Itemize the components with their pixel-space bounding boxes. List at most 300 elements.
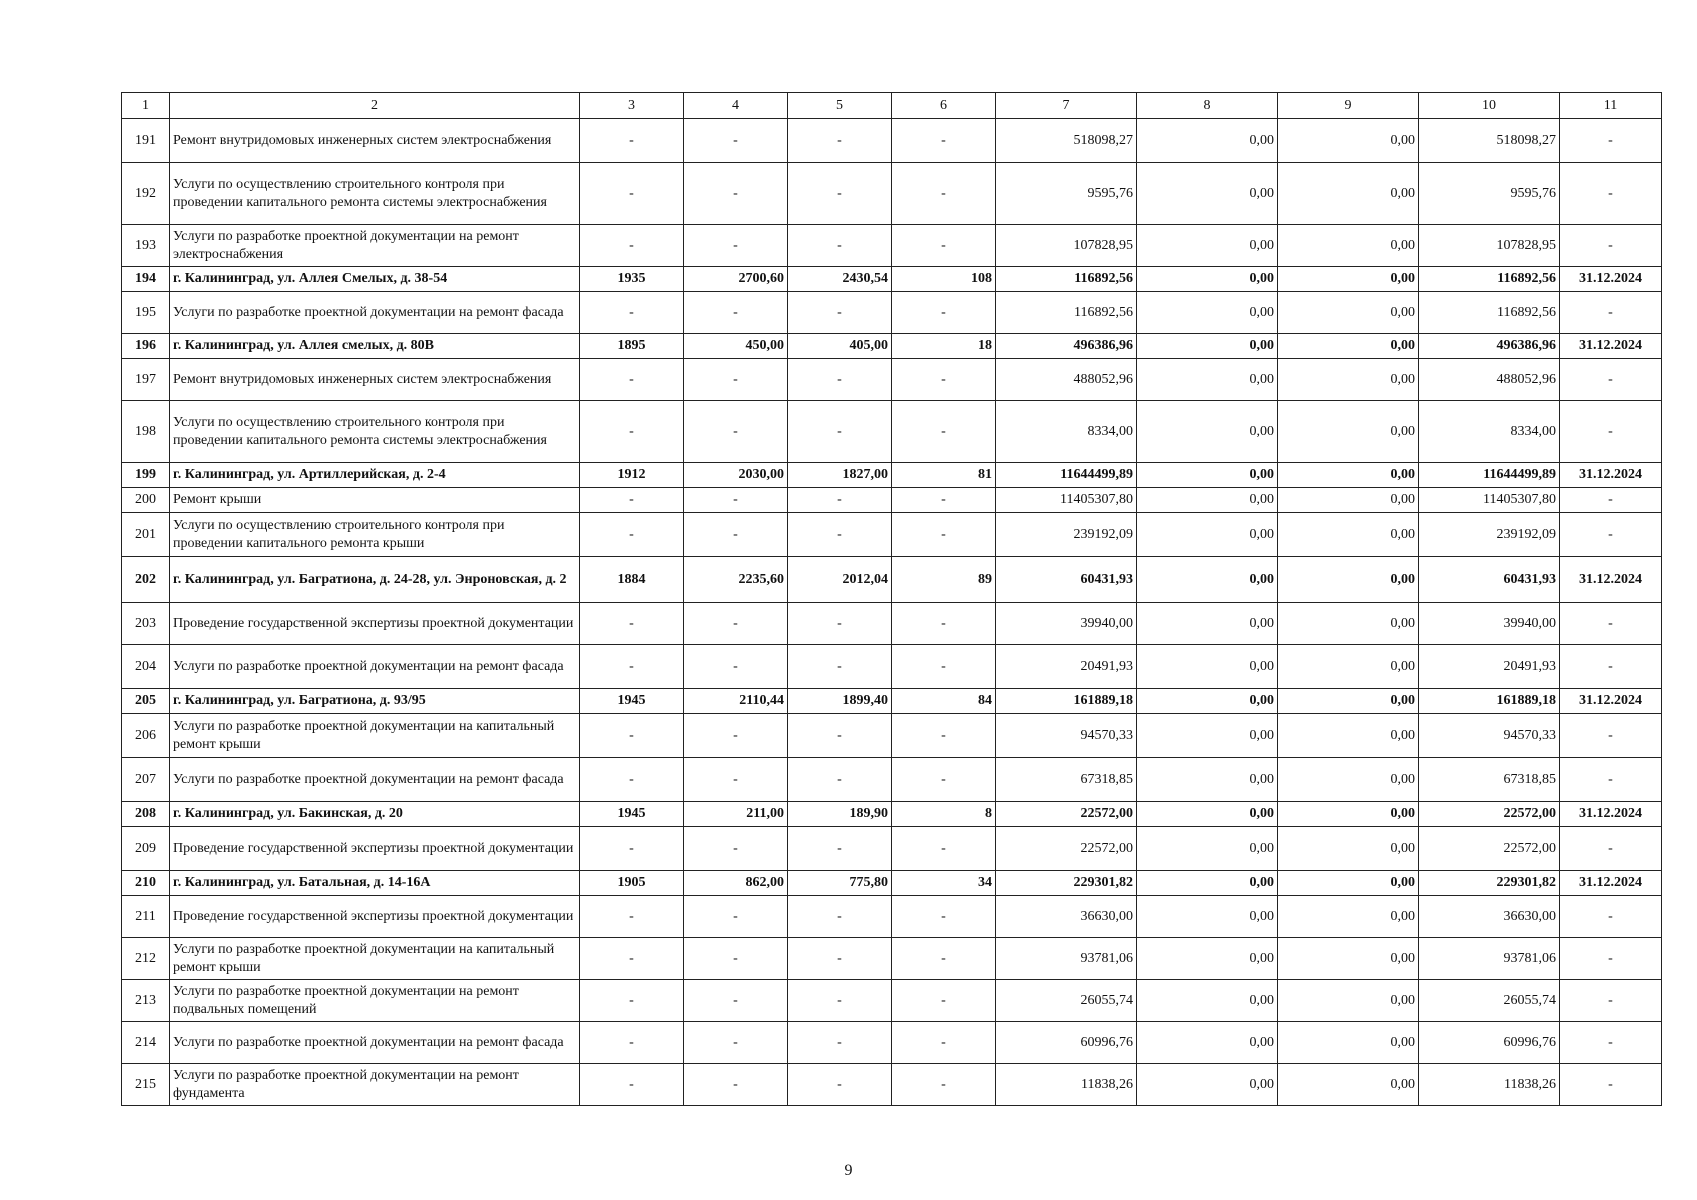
column-header: 4 [684,93,788,119]
col-11-cell: 31.12.2024 [1560,802,1662,827]
col-10-cell: 116892,56 [1419,267,1560,292]
address-row [122,463,1662,488]
row-number-cell: 194 [122,267,170,292]
col-7-cell: 107828,95 [996,225,1137,267]
col-4-cell: - [684,292,788,334]
row-number-cell: 202 [122,557,170,603]
col-6-cell: - [892,513,996,557]
col-10-cell: 116892,56 [1419,292,1560,334]
work-description-cell: Услуги по осуществлению строительного контроля при проведении капитального ремонта системы электроснабжения [170,163,580,225]
col-4-cell: - [684,359,788,401]
col-7-cell: 67318,85 [996,758,1137,802]
row-number-cell: 205 [122,689,170,714]
col-9-cell: 0,00 [1278,802,1419,827]
work-item-row [122,980,1662,1022]
row-number-cell: 209 [122,827,170,871]
col-10-cell: 39940,00 [1419,603,1560,645]
col-10-cell: 94570,33 [1419,714,1560,758]
col-8-cell: 0,00 [1137,827,1278,871]
col-7-cell: 22572,00 [996,802,1137,827]
row-number-cell: 191 [122,119,170,163]
col-4-cell: 2030,00 [684,463,788,488]
col-11-cell: - [1560,292,1662,334]
col-3-cell: - [580,513,684,557]
row-number-cell: 212 [122,938,170,980]
page-number: 9 [844,1162,853,1179]
address-row [122,557,1662,603]
col-7-cell: 60431,93 [996,557,1137,603]
col-8-cell: 0,00 [1137,334,1278,359]
col-9-cell: 0,00 [1278,225,1419,267]
col-11-cell: 31.12.2024 [1560,871,1662,896]
col-3-cell: - [580,896,684,938]
col-3-cell: - [580,359,684,401]
column-header: 8 [1137,93,1278,119]
col-10-cell: 22572,00 [1419,802,1560,827]
col-3-cell: - [580,603,684,645]
col-5-cell: - [788,225,892,267]
col-9-cell: 0,00 [1278,163,1419,225]
col-3-cell: - [580,225,684,267]
row-number-cell: 210 [122,871,170,896]
row-number-cell: 208 [122,802,170,827]
col-8-cell: 0,00 [1137,463,1278,488]
col-8-cell: 0,00 [1137,557,1278,603]
col-4-cell: - [684,714,788,758]
work-description-cell: г. Калининград, ул. Батальная, д. 14-16А [170,871,580,896]
col-5-cell: - [788,645,892,689]
column-number-row [122,93,1662,119]
table-body [122,93,1662,1106]
col-5-cell: - [788,1022,892,1064]
col-11-cell: - [1560,827,1662,871]
col-11-cell: - [1560,359,1662,401]
col-5-cell: - [788,827,892,871]
work-description-cell: Услуги по разработке проектной документации на капитальный ремонт крыши [170,938,580,980]
col-5-cell: - [788,359,892,401]
work-item-row [122,513,1662,557]
row-number-cell: 213 [122,980,170,1022]
row-number-cell: 196 [122,334,170,359]
col-4-cell: - [684,980,788,1022]
work-description-cell: Ремонт крыши [170,488,580,513]
col-3-cell: - [580,827,684,871]
col-5-cell: - [788,488,892,513]
work-description-cell: Услуги по разработке проектной документации на ремонт электроснабжения [170,225,580,267]
column-header: 7 [996,93,1137,119]
col-7-cell: 22572,00 [996,827,1137,871]
col-6-cell: 108 [892,267,996,292]
col-11-cell: - [1560,401,1662,463]
col-7-cell: 26055,74 [996,980,1137,1022]
col-3-cell: 1895 [580,334,684,359]
col-9-cell: 0,00 [1278,1022,1419,1064]
col-4-cell: - [684,827,788,871]
col-7-cell: 496386,96 [996,334,1137,359]
work-description-cell: Услуги по разработке проектной документации на ремонт фасада [170,758,580,802]
col-5-cell: 405,00 [788,334,892,359]
col-6-cell: - [892,163,996,225]
col-11-cell: 31.12.2024 [1560,557,1662,603]
col-9-cell: 0,00 [1278,603,1419,645]
work-description-cell: Проведение государственной экспертизы проектной документации [170,827,580,871]
col-5-cell: - [788,119,892,163]
col-10-cell: 36630,00 [1419,896,1560,938]
col-5-cell: 189,90 [788,802,892,827]
col-5-cell: 2012,04 [788,557,892,603]
repair-program-table [121,92,1662,1106]
work-item-row [122,758,1662,802]
col-6-cell: - [892,401,996,463]
col-10-cell: 11405307,80 [1419,488,1560,513]
col-9-cell: 0,00 [1278,463,1419,488]
col-3-cell: - [580,980,684,1022]
col-6-cell: - [892,896,996,938]
row-number-cell: 199 [122,463,170,488]
col-11-cell: - [1560,1064,1662,1106]
col-3-cell: 1912 [580,463,684,488]
work-description-cell: Проведение государственной экспертизы проектной документации [170,603,580,645]
address-row [122,334,1662,359]
col-7-cell: 116892,56 [996,267,1137,292]
col-5-cell: - [788,714,892,758]
work-item-row [122,1022,1662,1064]
work-description-cell: Услуги по осуществлению строительного контроля при проведении капитального ремонта системы электроснабжения [170,401,580,463]
row-number-cell: 197 [122,359,170,401]
row-number-cell: 203 [122,603,170,645]
col-9-cell: 0,00 [1278,359,1419,401]
col-7-cell: 239192,09 [996,513,1137,557]
column-header: 6 [892,93,996,119]
col-5-cell: 775,80 [788,871,892,896]
col-9-cell: 0,00 [1278,938,1419,980]
col-9-cell: 0,00 [1278,714,1419,758]
col-9-cell: 0,00 [1278,488,1419,513]
work-description-cell: Проведение государственной экспертизы проектной документации [170,896,580,938]
column-header: 1 [122,93,170,119]
column-header: 10 [1419,93,1560,119]
col-11-cell: - [1560,896,1662,938]
col-3-cell: 1945 [580,802,684,827]
col-10-cell: 8334,00 [1419,401,1560,463]
col-4-cell: 211,00 [684,802,788,827]
col-11-cell: - [1560,758,1662,802]
col-8-cell: 0,00 [1137,871,1278,896]
col-5-cell: - [788,1064,892,1106]
col-11-cell: - [1560,938,1662,980]
col-9-cell: 0,00 [1278,513,1419,557]
col-8-cell: 0,00 [1137,401,1278,463]
row-number-cell: 193 [122,225,170,267]
col-8-cell: 0,00 [1137,802,1278,827]
col-5-cell: - [788,513,892,557]
col-4-cell: 2235,60 [684,557,788,603]
col-4-cell: - [684,401,788,463]
col-5-cell: - [788,758,892,802]
col-11-cell: 31.12.2024 [1560,463,1662,488]
col-3-cell: - [580,758,684,802]
col-6-cell: 84 [892,689,996,714]
col-7-cell: 11405307,80 [996,488,1137,513]
work-description-cell: Ремонт внутридомовых инженерных систем электроснабжения [170,359,580,401]
work-item-row [122,827,1662,871]
col-5-cell: 1899,40 [788,689,892,714]
col-7-cell: 11838,26 [996,1064,1137,1106]
col-3-cell: 1884 [580,557,684,603]
row-number-cell: 201 [122,513,170,557]
work-description-cell: Услуги по разработке проектной документации на ремонт подвальных помещений [170,980,580,1022]
col-6-cell: - [892,488,996,513]
col-5-cell: - [788,401,892,463]
col-9-cell: 0,00 [1278,689,1419,714]
work-description-cell: Услуги по разработке проектной документации на капитальный ремонт крыши [170,714,580,758]
col-10-cell: 20491,93 [1419,645,1560,689]
col-10-cell: 60431,93 [1419,557,1560,603]
col-11-cell: - [1560,163,1662,225]
col-6-cell: - [892,119,996,163]
work-description-cell: Услуги по разработке проектной документации на ремонт фундамента [170,1064,580,1106]
col-4-cell: - [684,758,788,802]
col-8-cell: 0,00 [1137,1022,1278,1064]
col-8-cell: 0,00 [1137,603,1278,645]
col-3-cell: - [580,119,684,163]
column-header: 11 [1560,93,1662,119]
address-row [122,689,1662,714]
col-5-cell: 1827,00 [788,463,892,488]
col-5-cell: - [788,938,892,980]
col-7-cell: 20491,93 [996,645,1137,689]
col-8-cell: 0,00 [1137,513,1278,557]
col-9-cell: 0,00 [1278,119,1419,163]
col-9-cell: 0,00 [1278,980,1419,1022]
document-sheet [121,92,1662,1106]
col-6-cell: 34 [892,871,996,896]
col-6-cell: 8 [892,802,996,827]
col-9-cell: 0,00 [1278,267,1419,292]
col-7-cell: 60996,76 [996,1022,1137,1064]
col-8-cell: 0,00 [1137,225,1278,267]
col-5-cell: - [788,163,892,225]
col-9-cell: 0,00 [1278,292,1419,334]
address-row [122,267,1662,292]
col-7-cell: 161889,18 [996,689,1137,714]
col-4-cell: 862,00 [684,871,788,896]
col-3-cell: 1905 [580,871,684,896]
col-8-cell: 0,00 [1137,119,1278,163]
col-3-cell: - [580,163,684,225]
col-6-cell: - [892,938,996,980]
col-7-cell: 39940,00 [996,603,1137,645]
address-row [122,871,1662,896]
col-7-cell: 229301,82 [996,871,1137,896]
work-description-cell: Услуги по разработке проектной документации на ремонт фасада [170,1022,580,1064]
col-8-cell: 0,00 [1137,714,1278,758]
row-number-cell: 200 [122,488,170,513]
column-header: 3 [580,93,684,119]
col-7-cell: 518098,27 [996,119,1137,163]
col-11-cell: 31.12.2024 [1560,334,1662,359]
col-7-cell: 9595,76 [996,163,1137,225]
col-9-cell: 0,00 [1278,645,1419,689]
col-4-cell: - [684,1022,788,1064]
work-item-row [122,163,1662,225]
col-11-cell: - [1560,714,1662,758]
col-7-cell: 8334,00 [996,401,1137,463]
col-10-cell: 93781,06 [1419,938,1560,980]
col-4-cell: - [684,896,788,938]
col-3-cell: 1945 [580,689,684,714]
row-number-cell: 192 [122,163,170,225]
work-item-row [122,359,1662,401]
col-5-cell: - [788,980,892,1022]
col-11-cell: - [1560,645,1662,689]
col-4-cell: - [684,938,788,980]
work-description-cell: Ремонт внутридомовых инженерных систем электроснабжения [170,119,580,163]
row-number-cell: 206 [122,714,170,758]
col-6-cell: - [892,980,996,1022]
col-10-cell: 67318,85 [1419,758,1560,802]
col-3-cell: - [580,1022,684,1064]
col-6-cell: - [892,292,996,334]
work-item-row [122,401,1662,463]
work-item-row [122,938,1662,980]
work-description-cell: г. Калининград, ул. Багратиона, д. 93/95 [170,689,580,714]
col-6-cell: - [892,603,996,645]
col-10-cell: 229301,82 [1419,871,1560,896]
col-9-cell: 0,00 [1278,334,1419,359]
col-10-cell: 11838,26 [1419,1064,1560,1106]
work-description-cell: г. Калининград, ул. Артиллерийская, д. 2-4 [170,463,580,488]
col-4-cell: 2700,60 [684,267,788,292]
col-8-cell: 0,00 [1137,1064,1278,1106]
row-number-cell: 215 [122,1064,170,1106]
col-7-cell: 116892,56 [996,292,1137,334]
col-6-cell: - [892,1022,996,1064]
col-10-cell: 496386,96 [1419,334,1560,359]
col-9-cell: 0,00 [1278,401,1419,463]
col-5-cell: - [788,603,892,645]
col-6-cell: - [892,225,996,267]
col-11-cell: - [1560,488,1662,513]
col-6-cell: - [892,1064,996,1106]
col-4-cell: 450,00 [684,334,788,359]
col-10-cell: 26055,74 [1419,980,1560,1022]
row-number-cell: 195 [122,292,170,334]
col-10-cell: 518098,27 [1419,119,1560,163]
col-8-cell: 0,00 [1137,938,1278,980]
col-8-cell: 0,00 [1137,896,1278,938]
work-item-row [122,119,1662,163]
col-4-cell: - [684,225,788,267]
col-7-cell: 94570,33 [996,714,1137,758]
col-8-cell: 0,00 [1137,758,1278,802]
work-description-cell: г. Калининград, ул. Бакинская, д. 20 [170,802,580,827]
col-9-cell: 0,00 [1278,827,1419,871]
column-header: 2 [170,93,580,119]
col-8-cell: 0,00 [1137,267,1278,292]
work-item-row [122,603,1662,645]
col-3-cell: - [580,488,684,513]
work-description-cell: г. Калининград, ул. Аллея Смелых, д. 38-54 [170,267,580,292]
work-item-row [122,645,1662,689]
work-item-row [122,488,1662,513]
col-10-cell: 9595,76 [1419,163,1560,225]
row-number-cell: 214 [122,1022,170,1064]
work-item-row [122,896,1662,938]
col-11-cell: - [1560,513,1662,557]
col-8-cell: 0,00 [1137,163,1278,225]
col-3-cell: - [580,714,684,758]
col-3-cell: - [580,938,684,980]
col-11-cell: - [1560,1022,1662,1064]
work-item-row [122,1064,1662,1106]
col-3-cell: - [580,292,684,334]
work-description-cell: Услуги по разработке проектной документации на ремонт фасада [170,645,580,689]
col-8-cell: 0,00 [1137,292,1278,334]
work-description-cell: г. Калининград, ул. Багратиона, д. 24-28, ул. Энроновская, д. 2 [170,557,580,603]
col-3-cell: - [580,645,684,689]
col-10-cell: 22572,00 [1419,827,1560,871]
col-4-cell: 2110,44 [684,689,788,714]
col-9-cell: 0,00 [1278,896,1419,938]
col-6-cell: - [892,758,996,802]
col-5-cell: - [788,896,892,938]
col-10-cell: 239192,09 [1419,513,1560,557]
address-row [122,802,1662,827]
col-6-cell: - [892,827,996,871]
col-9-cell: 0,00 [1278,758,1419,802]
work-description-cell: Услуги по разработке проектной документации на ремонт фасада [170,292,580,334]
col-10-cell: 11644499,89 [1419,463,1560,488]
col-8-cell: 0,00 [1137,359,1278,401]
col-4-cell: - [684,603,788,645]
work-description-cell: г. Калининград, ул. Аллея смелых, д. 80В [170,334,580,359]
col-3-cell: - [580,1064,684,1106]
col-4-cell: - [684,1064,788,1106]
col-6-cell: 81 [892,463,996,488]
col-7-cell: 11644499,89 [996,463,1137,488]
col-11-cell: - [1560,603,1662,645]
col-7-cell: 488052,96 [996,359,1137,401]
column-header: 9 [1278,93,1419,119]
col-10-cell: 107828,95 [1419,225,1560,267]
col-6-cell: - [892,714,996,758]
col-4-cell: - [684,119,788,163]
work-item-row [122,225,1662,267]
col-8-cell: 0,00 [1137,488,1278,513]
col-11-cell: 31.12.2024 [1560,689,1662,714]
col-9-cell: 0,00 [1278,871,1419,896]
col-4-cell: - [684,163,788,225]
col-11-cell: - [1560,119,1662,163]
col-8-cell: 0,00 [1137,645,1278,689]
col-7-cell: 93781,06 [996,938,1137,980]
col-6-cell: - [892,359,996,401]
row-number-cell: 198 [122,401,170,463]
col-8-cell: 0,00 [1137,689,1278,714]
col-6-cell: - [892,645,996,689]
row-number-cell: 211 [122,896,170,938]
col-4-cell: - [684,645,788,689]
row-number-cell: 204 [122,645,170,689]
col-4-cell: - [684,513,788,557]
col-11-cell: - [1560,225,1662,267]
col-7-cell: 36630,00 [996,896,1137,938]
col-6-cell: 89 [892,557,996,603]
work-item-row [122,292,1662,334]
col-10-cell: 60996,76 [1419,1022,1560,1064]
col-5-cell: - [788,292,892,334]
